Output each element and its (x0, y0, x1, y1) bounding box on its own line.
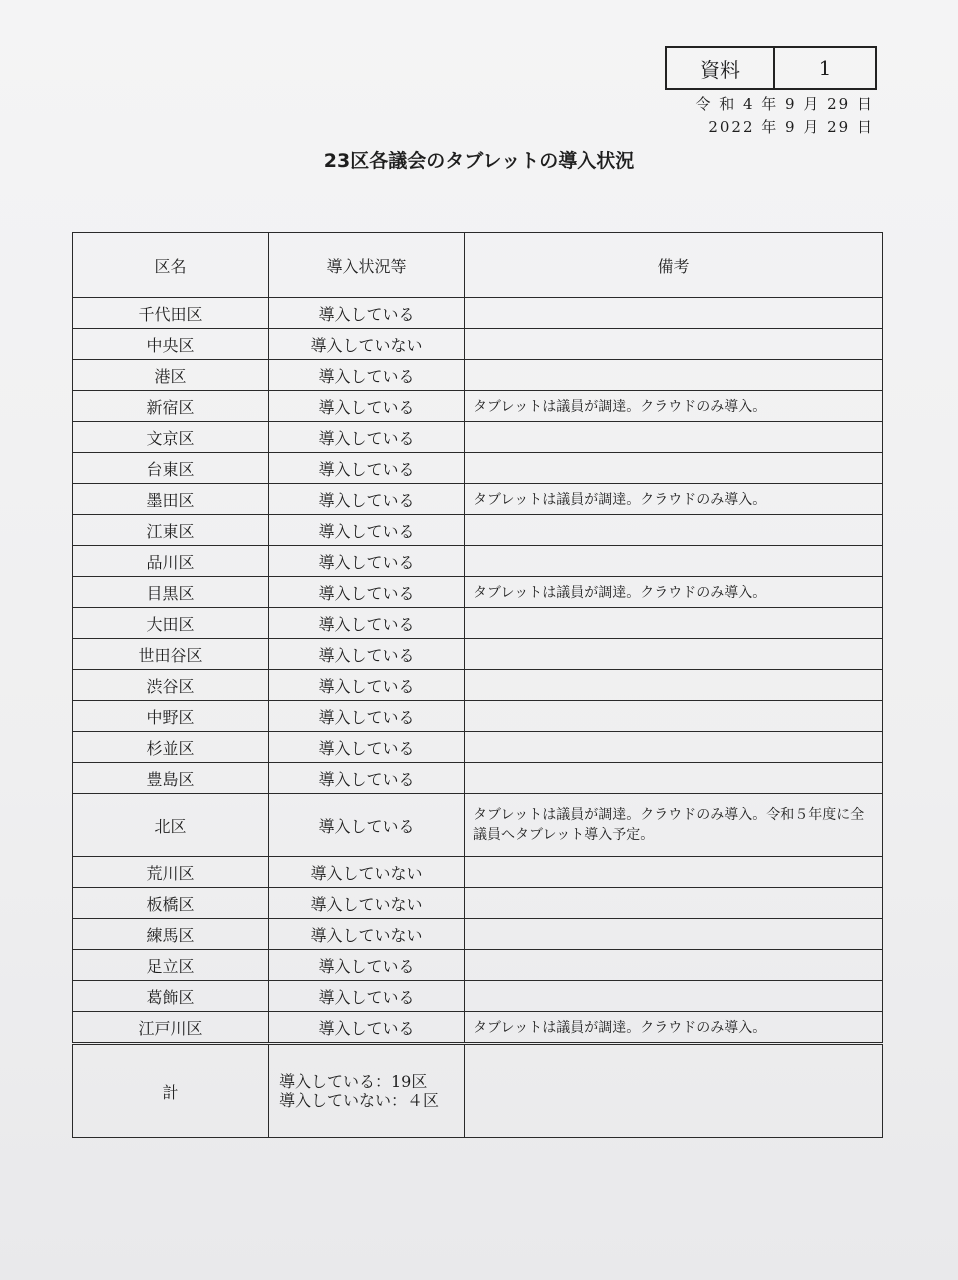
document-number: 1 (818, 56, 832, 80)
status-cell: 導入している (269, 453, 465, 484)
table-row (73, 422, 883, 453)
note-cell (465, 515, 883, 546)
ward-cell: 北区 (73, 794, 269, 857)
note-cell (465, 639, 883, 670)
total-not-introduced: 導入していない：４区 (279, 1091, 440, 1110)
total-label: 計 (73, 1044, 269, 1138)
ward-cell: 墨田区 (73, 484, 269, 515)
table-row (73, 329, 883, 360)
ward-cell: 渋谷区 (73, 670, 269, 701)
note-cell (465, 453, 883, 484)
table-row (73, 981, 883, 1012)
total-counts (269, 1044, 465, 1138)
status-cell: 導入している (269, 608, 465, 639)
note-cell (465, 298, 883, 329)
note-cell (465, 919, 883, 950)
ward-cell: 足立区 (73, 950, 269, 981)
date-gregorian: 2022 年 9 月 29 日 (708, 118, 874, 136)
status-cell: 導入していない (269, 857, 465, 888)
status-cell: 導入している (269, 391, 465, 422)
status-cell: 導入している (269, 360, 465, 391)
ward-cell: 杉並区 (73, 732, 269, 763)
status-cell: 導入している (269, 950, 465, 981)
status-table (72, 232, 883, 1138)
note-cell (465, 950, 883, 981)
status-cell: 導入している (269, 670, 465, 701)
note-cell (465, 546, 883, 577)
table-row (73, 298, 883, 329)
header-note: 備考 (465, 233, 883, 298)
table-header-row (73, 233, 883, 298)
table-row (73, 888, 883, 919)
ward-cell: 練馬区 (73, 919, 269, 950)
table-row (73, 950, 883, 981)
status-cell: 導入している (269, 484, 465, 515)
note-cell (465, 981, 883, 1012)
table-row (73, 639, 883, 670)
status-cell: 導入している (269, 732, 465, 763)
table-row (73, 701, 883, 732)
table-row (73, 360, 883, 391)
ward-cell: 板橋区 (73, 888, 269, 919)
header-status: 導入状況等 (269, 233, 465, 298)
ward-cell: 台東区 (73, 453, 269, 484)
note-cell (465, 422, 883, 453)
total-introduced: 導入している：19区 (279, 1072, 428, 1091)
table-row (73, 732, 883, 763)
status-cell: 導入している (269, 515, 465, 546)
table-row (73, 763, 883, 794)
table-row (73, 484, 883, 515)
ward-cell: 豊島区 (73, 763, 269, 794)
note-cell (465, 763, 883, 794)
status-cell: 導入している (269, 794, 465, 857)
table-row (73, 857, 883, 888)
status-cell: 導入している (269, 763, 465, 794)
ward-cell: 文京区 (73, 422, 269, 453)
note-cell (465, 360, 883, 391)
note-cell (465, 888, 883, 919)
note-cell (465, 701, 883, 732)
ward-cell: 中野区 (73, 701, 269, 732)
ward-cell: 葛飾区 (73, 981, 269, 1012)
note-cell (465, 329, 883, 360)
status-cell: 導入している (269, 981, 465, 1012)
ward-cell: 品川区 (73, 546, 269, 577)
status-cell: 導入している (269, 577, 465, 608)
total-note (465, 1044, 883, 1138)
table-row (73, 391, 883, 422)
note-cell: タブレットは議員が調達。クラウドのみ導入。令和５年度に全議員へタブレット導入予定。 (465, 794, 883, 857)
note-cell: タブレットは議員が調達。クラウドのみ導入。 (465, 484, 883, 515)
header-ward: 区名 (73, 233, 269, 298)
ward-cell: 目黒区 (73, 577, 269, 608)
status-cell: 導入していない (269, 919, 465, 950)
table-row (73, 608, 883, 639)
status-cell: 導入していない (269, 329, 465, 360)
ward-cell: 江東区 (73, 515, 269, 546)
ward-cell: 大田区 (73, 608, 269, 639)
ward-cell: 中央区 (73, 329, 269, 360)
table-row (73, 515, 883, 546)
ward-cell: 江戸川区 (73, 1012, 269, 1044)
status-cell: 導入している (269, 701, 465, 732)
note-cell: タブレットは議員が調達。クラウドのみ導入。 (465, 391, 883, 422)
note-cell (465, 670, 883, 701)
ward-cell: 千代田区 (73, 298, 269, 329)
table-row (73, 919, 883, 950)
page-title: 23区各議会のタブレットの導入状況 (323, 150, 635, 172)
total-row (73, 1044, 883, 1138)
document-label: 資料 (667, 48, 775, 88)
document-number-box (665, 46, 877, 90)
status-cell: 導入している (269, 639, 465, 670)
ward-cell: 世田谷区 (73, 639, 269, 670)
status-cell: 導入している (269, 1012, 465, 1044)
table-row (73, 577, 883, 608)
date-japanese-era: 令 和 4 年 9 月 29 日 (695, 95, 874, 113)
ward-cell: 港区 (73, 360, 269, 391)
note-cell: タブレットは議員が調達。クラウドのみ導入。 (465, 1012, 883, 1044)
note-cell (465, 608, 883, 639)
table-row (73, 670, 883, 701)
ward-cell: 荒川区 (73, 857, 269, 888)
status-cell: 導入している (269, 298, 465, 329)
table-row (73, 546, 883, 577)
table-row (73, 1012, 883, 1044)
note-cell (465, 732, 883, 763)
status-cell: 導入している (269, 422, 465, 453)
status-cell: 導入していない (269, 888, 465, 919)
table-row (73, 453, 883, 484)
note-cell: タブレットは議員が調達。クラウドのみ導入。 (465, 577, 883, 608)
status-cell: 導入している (269, 546, 465, 577)
ward-cell: 新宿区 (73, 391, 269, 422)
table-row (73, 794, 883, 857)
note-cell (465, 857, 883, 888)
